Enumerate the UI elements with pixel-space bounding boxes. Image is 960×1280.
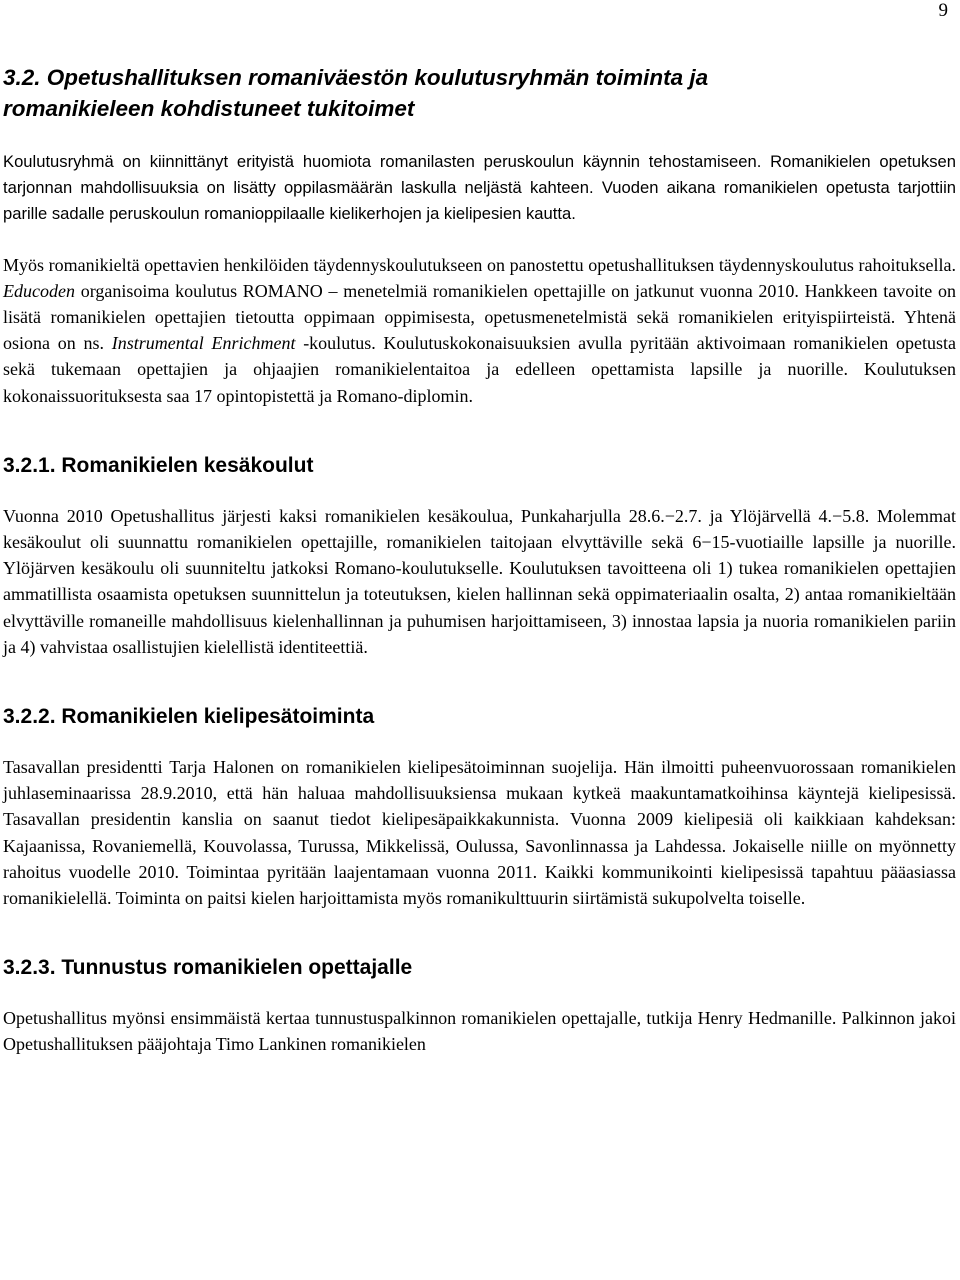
paragraph-teacher-award: Opetushallitus myönsi ensimmäistä kertaa tunnustuspalkinnon romanikielen opettajalle, tutkija Henry Hedmanille. Palkinnon jakoi Opetushallituksen pääjohtaja Timo Lankinen romanikielen [3, 1008, 956, 1055]
educoden-name: Educoden [3, 280, 75, 301]
section-heading-3-2 [3, 62, 956, 124]
section-heading-3-2-1: 3.2.1. Romanikielen kesäkoulut [3, 453, 314, 477]
paragraph-training-group: Koulutusryhmä on kiinnittänyt erityistä huomiota romanilasten peruskoulun käynnin tehostamiseen. Romanikielen opetuksen tarjonnan mahdollisuuksia on lisätty oppilasmäärän laskulla neljästä kahteen. Vuoden aikana romanikielen opetusta tarjottiin parille sadalle peruskoulun romanioppilaalle kielikerhojen ja kielipesien kautta. [3, 152, 956, 224]
paragraph-summer-schools: Vuonna 2010 Opetushallitus järjesti kaksi romanikielen kesäkoulua, Punkaharjulla 28.6.−2.7. ja Ylöjärvellä 4.−5.8. Molemmat kesäkoulut oli suunnattu romanikielen opettajille, romanikielen taitojaan elvyttäville sekä 6−15-vuotiaille lapsille ja nuorille. Ylöjärven kesäkoulu oli suunniteltu jatkoksi Romano-koulutukselle. Koulutuksen tavoitteena oli 1) tukea romanikielen opettajien ammatillista osaamista opetuksen suunnittelun ja toteutuksen, kielen hallinnan sekä oppimateriaalin osalta, 2) antaa romanikieltään elvyttäville romaneille mahdollisuus kielenhallinnan ja puhumisen harjoittamiseen, 3) innostaa lapsia ja nuoria romanikielen pariin ja 4) vahvistaa osallistujien kielellistä identiteettiä. [3, 505, 956, 657]
section-heading-3-2-2: 3.2.2. Romanikielen kielipesätoiminta [3, 705, 375, 729]
paragraph-teacher-training [3, 252, 956, 409]
paragraph-language-nests: Tasavallan presidentti Tarja Halonen on romanikielen kielipesätoiminnan suojelija. Hän ilmoitti puheenvuorossaan romanikielen juhlaseminaarissa 28.9.2010, että hän haluaa mahdollisuuksiensa mukaan kytkeä maakuntamatkoihinsa käyntejä kielipesissä. Tasavallan presidentin kanslia on saanut tiedot kielipesäpaikkakunnista. Vuonna 2009 kielipesiä oli kaikkiaan kahdeksan: Kajaanissa, Rovaniemellä, Kouvolassa, Turussa, Mikkelissä, Oulussa, Savonlinnassa ja Lahdessa. Jokaiselle niille on myönnetty rahoitus vuodelle 2010. Toimintaa pyritään laajentamaan vuonna 2011. Kaikki kommunikointi kielipesissä tapahtuu pääasiassa romanikielellä. Toiminta on paitsi kielen harjoittamista myös romanikulttuurin siirtämistä sukupolvelta toiselle. [3, 757, 956, 909]
section-heading-line1: 3.2. Opetushallituksen romaniväestön koulutusryhmän toiminta ja [3, 65, 709, 90]
section-heading-3-2-3: 3.2.3. Tunnustus romanikielen opettajalle [3, 956, 413, 980]
paragraph-text: -koulutus. Koulutuskokonaisuuksien avulla pyritään aktivoimaan romanikielen opetusta sekä tukemaan opettajien ja ohjaajien romanikielentaitoa ja edelleen opettamista lapsille ja nuorille. Koulutuksen kokonaissuorituksesta saa 17 opintopistettä ja Romano-diplomin. [3, 333, 957, 406]
paragraph-text: Myös romanikieltä opettavien henkilöiden täydennyskoulutukseen on panostettu opetushallituksen täydennyskoulutus rahoituksella. [3, 254, 956, 275]
document-body [3, 62, 956, 1078]
section-heading-line2: romanikieleen kohdistuneet tukitoimet [3, 96, 415, 121]
paragraph-text: organisoima koulutus ROMANO – menetelmiä romanikielen opettajille on jatkunut vuonna 2010. Hankkeen tavoite on lisätä romanikielen opettajien tietoutta oppimaan oppimisesta, opetusmenetelmistä sekä romanikielen erityispiirteistä. Yhtenä osiona on ns. [3, 280, 956, 354]
page-number: 9 [938, 0, 948, 21]
instrumental-enrichment-name: Instrumental Enrichment [111, 333, 296, 354]
